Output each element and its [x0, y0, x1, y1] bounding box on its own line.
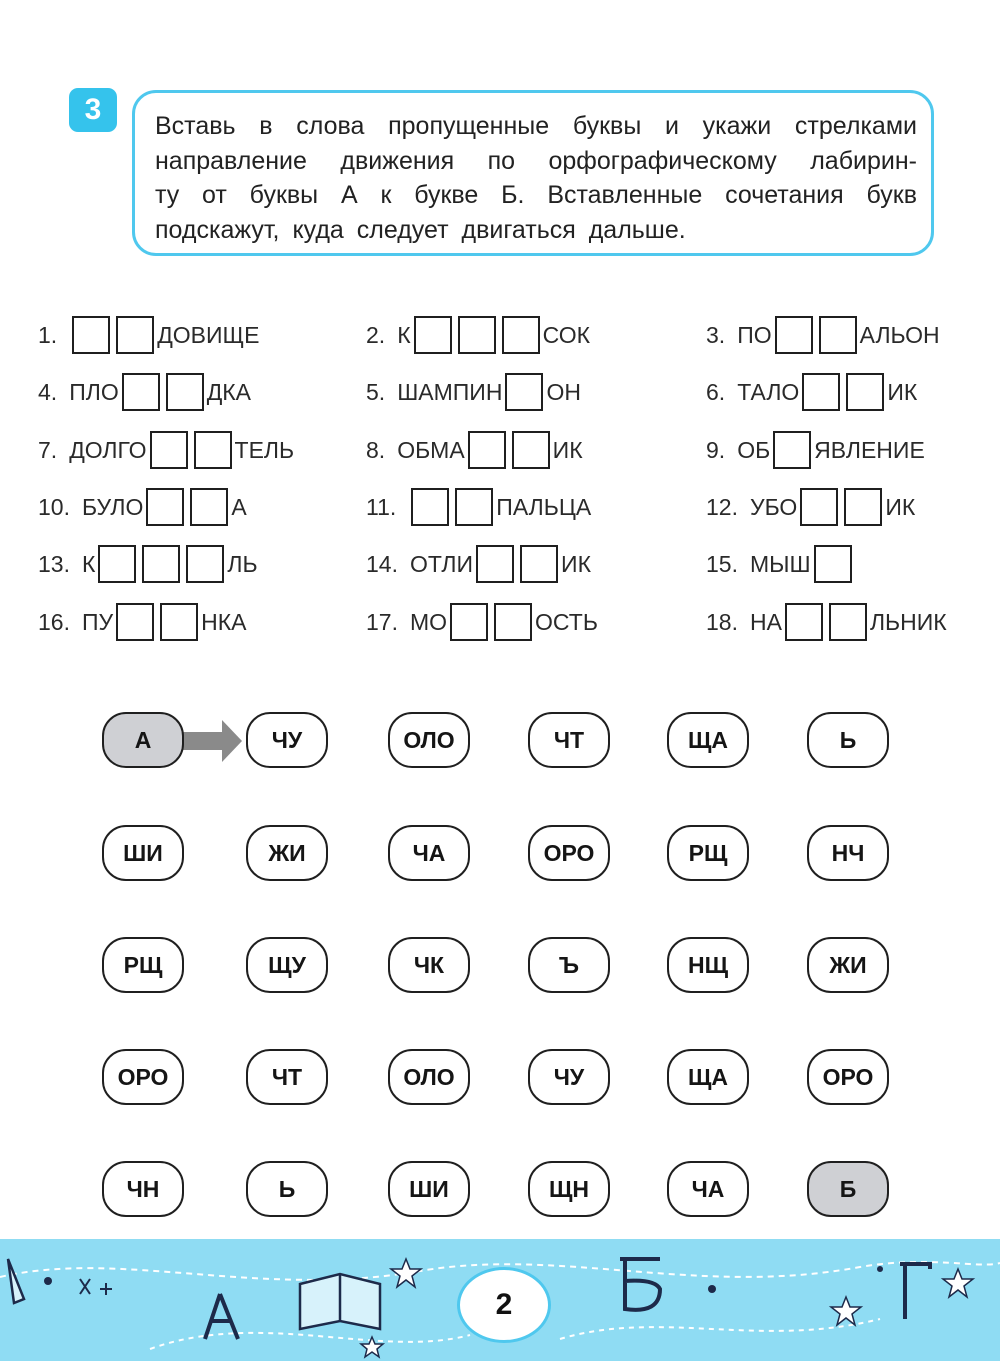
maze-cell[interactable]: ЖИ [807, 937, 889, 993]
maze-cell[interactable]: ЩУ [246, 937, 328, 993]
word-item [38, 372, 251, 412]
word-item [38, 487, 247, 527]
maze-cell[interactable]: НЧ [807, 825, 889, 881]
word-number: 17. [366, 608, 398, 635]
maze-cell[interactable]: ШИ [102, 825, 184, 881]
word-suffix: ТЕЛЬ [234, 436, 295, 463]
word-suffix: ПАЛЬЦА [496, 493, 592, 520]
word-number: 14. [366, 550, 398, 577]
task-line: Вставь в слова пропущенные буквы и укажи стрелками [155, 112, 917, 140]
word-item [38, 430, 294, 470]
word-suffix: АЛЬОН [859, 321, 940, 348]
word-item [366, 315, 590, 355]
word-suffix: ДКА [206, 378, 252, 405]
letter-box[interactable] [785, 603, 823, 641]
word-prefix: ПО [737, 321, 772, 348]
maze-cell[interactable]: ОРО [528, 825, 610, 881]
arrow-right-icon [180, 718, 242, 766]
letter-box[interactable] [494, 603, 532, 641]
letter-box[interactable] [414, 316, 452, 354]
word-number: 2. [366, 321, 386, 348]
word-item [706, 544, 855, 584]
word-item [706, 430, 925, 470]
word-prefix: ПУ [81, 608, 114, 635]
letter-box[interactable] [116, 316, 154, 354]
maze-cell[interactable]: РЩ [102, 937, 184, 993]
word-prefix: ОТЛИ [409, 550, 474, 577]
word-number: 10. [38, 493, 70, 520]
word-prefix: ДОЛГО [69, 436, 147, 463]
letter-box[interactable] [458, 316, 496, 354]
word-number: 4. [38, 378, 58, 405]
word-suffix: НКА [201, 608, 247, 635]
maze-cell[interactable]: Ь [246, 1161, 328, 1217]
letter-box[interactable] [846, 373, 884, 411]
word-item [706, 487, 915, 527]
maze-cell[interactable]: ЧК [388, 937, 470, 993]
word-prefix: ОБ [737, 436, 771, 463]
maze-cell[interactable]: ЧТ [246, 1049, 328, 1105]
word-number: 6. [706, 378, 726, 405]
letter-box[interactable] [186, 545, 224, 583]
word-suffix: ИК [885, 493, 916, 520]
word-item [706, 602, 947, 642]
letter-box[interactable] [775, 316, 813, 354]
maze-cell[interactable]: ЩА [667, 712, 749, 768]
letter-box[interactable] [116, 603, 154, 641]
maze-cell[interactable]: Ъ [528, 937, 610, 993]
task-line: подскажут, куда следует двигаться дальше. [155, 215, 686, 244]
word-suffix: ОН [546, 378, 581, 405]
word-item [366, 372, 581, 412]
word-prefix: ОБМА [397, 436, 465, 463]
word-prefix: ТАЛО [737, 378, 800, 405]
word-item [38, 544, 258, 584]
word-prefix: НА [749, 608, 782, 635]
word-number: 16. [38, 608, 70, 635]
word-prefix: МЫШ [749, 550, 811, 577]
maze-cell[interactable]: ЧТ [528, 712, 610, 768]
maze-cell[interactable]: ОРО [102, 1049, 184, 1105]
word-prefix: К [397, 321, 411, 348]
maze-cell[interactable]: ШИ [388, 1161, 470, 1217]
word-prefix: УБО [749, 493, 798, 520]
letter-box[interactable] [122, 373, 160, 411]
letter-box[interactable] [98, 545, 136, 583]
maze-cell[interactable]: ЩН [528, 1161, 610, 1217]
maze-cell[interactable]: ОЛО [388, 1049, 470, 1105]
letter-box[interactable] [411, 488, 449, 526]
task-instructions [132, 90, 934, 256]
letter-box[interactable] [150, 431, 188, 469]
letter-box[interactable] [166, 373, 204, 411]
word-number: 9. [706, 436, 726, 463]
letter-box[interactable] [802, 373, 840, 411]
page-number: 2 [457, 1267, 551, 1343]
word-suffix: ЛЬНИК [869, 608, 947, 635]
letter-box[interactable] [468, 431, 506, 469]
maze-cell[interactable]: ЧН [102, 1161, 184, 1217]
letter-box[interactable] [476, 545, 514, 583]
maze-cell[interactable]: ОРО [807, 1049, 889, 1105]
word-item [38, 602, 247, 642]
letter-box[interactable] [142, 545, 180, 583]
letter-box[interactable] [773, 431, 811, 469]
word-item [366, 487, 591, 527]
word-item [366, 602, 598, 642]
maze-cell[interactable]: ЩА [667, 1049, 749, 1105]
letter-box[interactable] [819, 316, 857, 354]
word-number: 7. [38, 436, 58, 463]
maze-cell[interactable]: ЖИ [246, 825, 328, 881]
letter-box[interactable] [512, 431, 550, 469]
letter-box[interactable] [829, 603, 867, 641]
maze-cell[interactable]: РЩ [667, 825, 749, 881]
word-suffix: ЛЬ [227, 550, 258, 577]
maze-cell[interactable]: ЧУ [528, 1049, 610, 1105]
maze-cell[interactable]: ЧУ [246, 712, 328, 768]
word-number: 11. [366, 493, 397, 520]
task-number-badge: 3 [69, 88, 117, 132]
task-line: направление движения по орфографическому лабирин- [155, 146, 917, 175]
word-prefix: ПЛО [69, 378, 119, 405]
word-number: 15. [706, 550, 738, 577]
letter-box[interactable] [160, 603, 198, 641]
word-suffix: СОК [542, 321, 590, 348]
word-number: 13. [38, 550, 70, 577]
word-suffix: ИК [887, 378, 918, 405]
maze-cell[interactable]: ОЛО [388, 712, 470, 768]
word-number: 3. [706, 321, 726, 348]
letter-box[interactable] [800, 488, 838, 526]
word-item [38, 315, 259, 355]
maze-cell[interactable]: ЧА [667, 1161, 749, 1217]
word-number: 1. [38, 321, 58, 348]
maze-cell[interactable]: ЧА [388, 825, 470, 881]
word-number: 18. [706, 608, 738, 635]
letter-box[interactable] [502, 316, 540, 354]
word-item [366, 544, 591, 584]
word-suffix: А [231, 493, 247, 520]
letter-box[interactable] [146, 488, 184, 526]
letter-box[interactable] [450, 603, 488, 641]
word-prefix: МО [409, 608, 448, 635]
letter-box[interactable] [814, 545, 852, 583]
maze-cell[interactable]: Ь [807, 712, 889, 768]
letter-box[interactable] [844, 488, 882, 526]
word-number: 8. [366, 436, 386, 463]
word-item [366, 430, 583, 470]
maze-cell[interactable]: НЩ [667, 937, 749, 993]
task-line: ту от буквы А к букве Б. Вставленные сочетания букв [155, 181, 917, 209]
word-item [706, 315, 940, 355]
word-suffix: ДОВИЩЕ [157, 321, 260, 348]
letter-box[interactable] [455, 488, 493, 526]
word-suffix: ОСТЬ [535, 608, 598, 635]
word-prefix: БУЛО [81, 493, 144, 520]
word-suffix: ЯВЛЕНИЕ [814, 436, 925, 463]
word-suffix: ИК [561, 550, 591, 577]
word-number: 12. [706, 493, 738, 520]
letter-box[interactable] [505, 373, 543, 411]
maze-cell[interactable]: Б [807, 1161, 889, 1217]
letter-box[interactable] [520, 545, 558, 583]
letter-box[interactable] [72, 316, 110, 354]
word-prefix: К [81, 550, 96, 577]
word-prefix: ШАМПИН [397, 378, 503, 405]
letter-box[interactable] [190, 488, 228, 526]
word-number: 5. [366, 378, 386, 405]
word-item [706, 372, 917, 412]
word-suffix: ИК [552, 436, 583, 463]
maze-cell[interactable]: А [102, 712, 184, 768]
letter-box[interactable] [194, 431, 232, 469]
